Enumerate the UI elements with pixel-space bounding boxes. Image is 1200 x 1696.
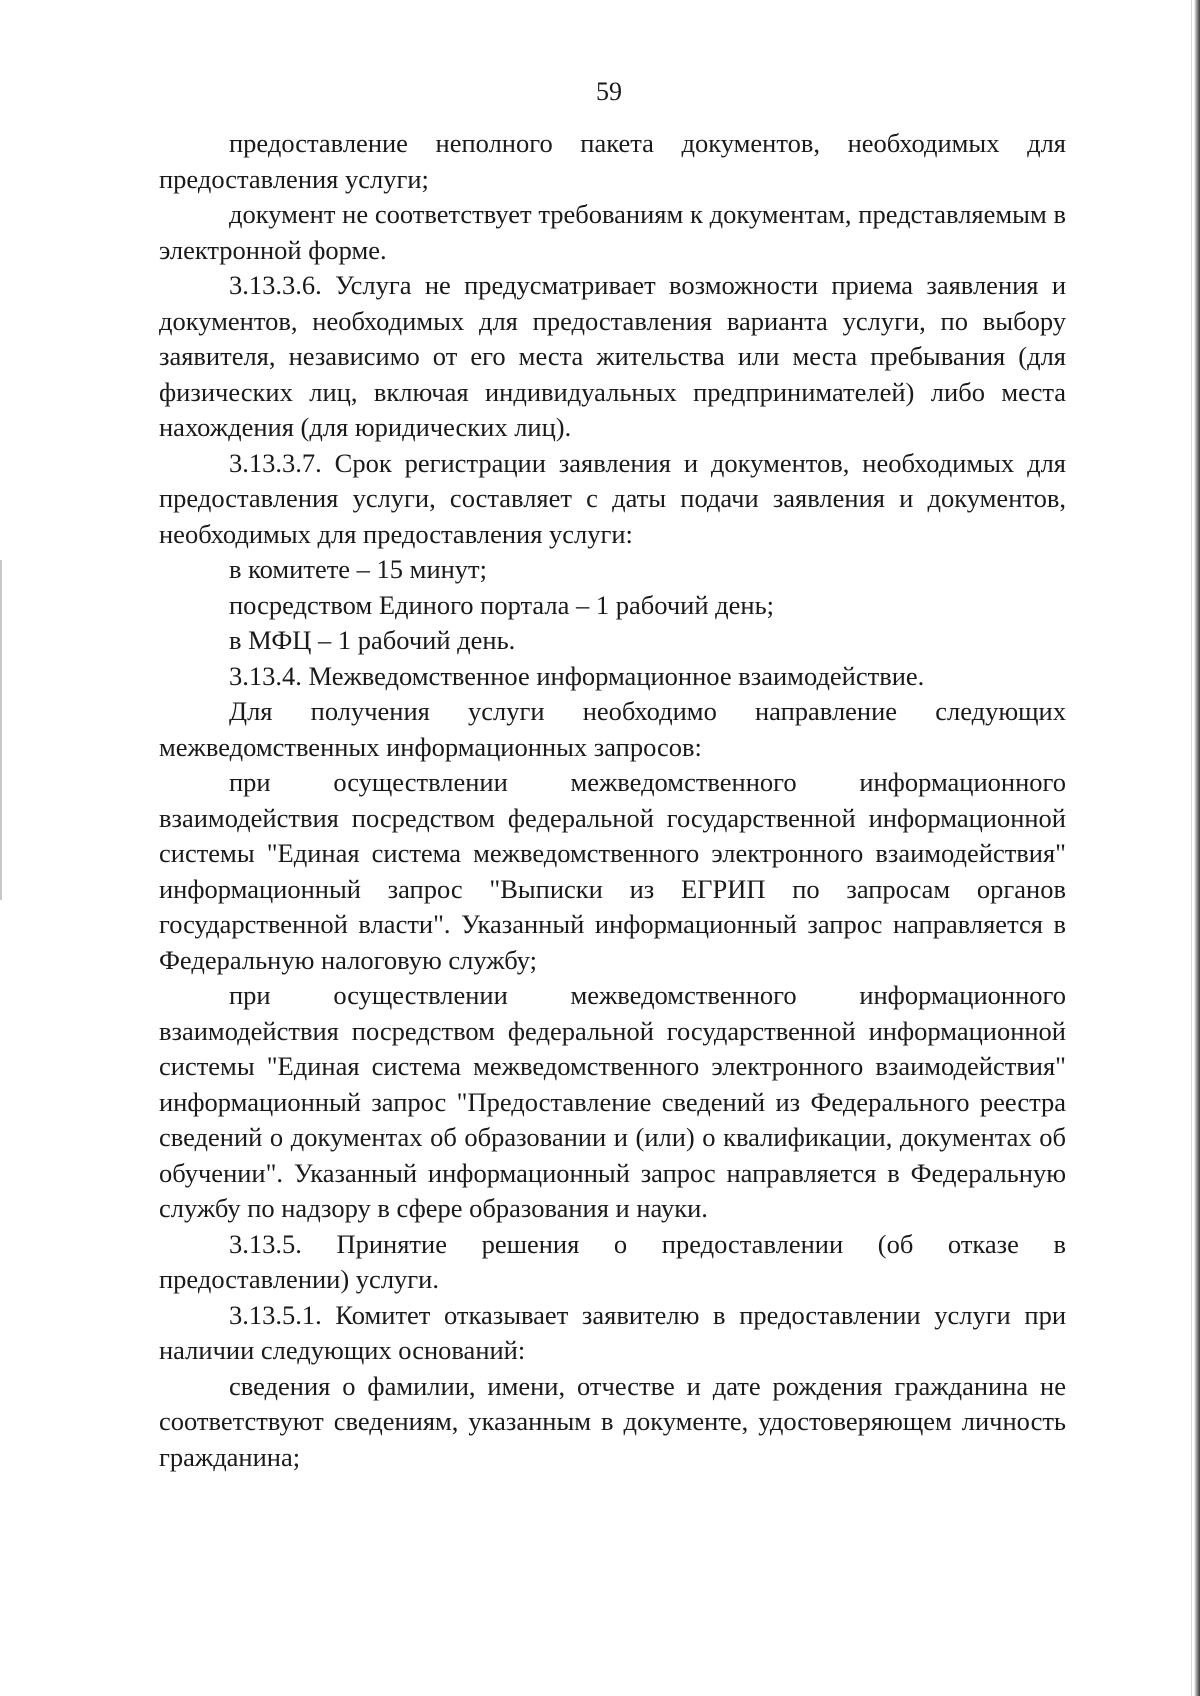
paragraph-3-13-3-6: 3.13.3.6. Услуга не предусматривает возможности приема заявления и документов, необходимых для предоставления варианта услуги, по выбору заявителя, независимо от его места жительства или места пребывания (для физических лиц, включая индивидуальных предпринимателей) либо места нахождения (для юридических лиц). [159, 270, 1066, 442]
paragraph-3-13-5-1: 3.13.5.1. Комитет отказывает заявителю в предоставлении услуги при наличии следующих оснований: [159, 1299, 1066, 1365]
document-body [159, 126, 1066, 1475]
page-number: 59 [596, 77, 622, 106]
scan-edge-right [1194, 0, 1200, 1696]
paragraph-requests-intro: Для получения услуги необходимо направление следующих межведомственных информационных запросов: [159, 696, 1066, 762]
paragraph-refusal-ground: сведения о фамилии, имени, отчестве и дате рождения гражданина не соответствуют сведениям, указанным в документе, удостоверяющем личность гражданина; [159, 1370, 1066, 1472]
scan-edge-line [1191, 0, 1192, 1696]
paragraph-request-education-registry: при осуществлении межведомственного информационного взаимодействия посредством федеральной государственной информационной системы "Единая система межведомственного электронного взаимодействия" информационный запрос "Предоставление сведений из Федерального реестра сведений о документах об образовании и (или) о квалификации, документах об обучении". Указанный информационный запрос направляется в Федеральную службу по надзору в сфере образования и науки. [159, 980, 1066, 1223]
section-heading-3-13-4: 3.13.4. Межведомственное информационное взаимодействие. [229, 660, 925, 691]
scan-edge-left [0, 560, 2, 900]
list-item-committee: в комитете – 15 минут; [229, 554, 487, 584]
paragraph-incomplete-package: предоставление неполного пакета документов, необходимых для предоставления услуги; [159, 128, 1066, 194]
list-item-portal: посредством Единого портала – 1 рабочий день; [229, 589, 775, 620]
paragraph-request-egrip: при осуществлении межведомственного информационного взаимодействия посредством федеральной государственной информационной системы "Единая система межведомственного электронного взаимодействия" информационный запрос "Выписки из ЕГРИП по запросам органов государственной власти". Указанный информационный запрос направляется в Федеральную налоговую службу; [159, 767, 1066, 975]
paragraph-document-mismatch: документ не соответствует требованиям к документам, представляемым в электронной форме. [159, 199, 1066, 265]
paragraph-3-13-3-7: 3.13.3.7. Срок регистрации заявления и документов, необходимых для предоставления услуги, составляет с даты подачи заявления и документов, необходимых для предоставления услуги: [159, 447, 1066, 549]
list-item-mfc: в МФЦ – 1 рабочий день. [229, 625, 516, 655]
section-heading-3-13-5: 3.13.5. Принятие решения о предоставлении (об отказе в предоставлении) услуги. [159, 1228, 1066, 1294]
